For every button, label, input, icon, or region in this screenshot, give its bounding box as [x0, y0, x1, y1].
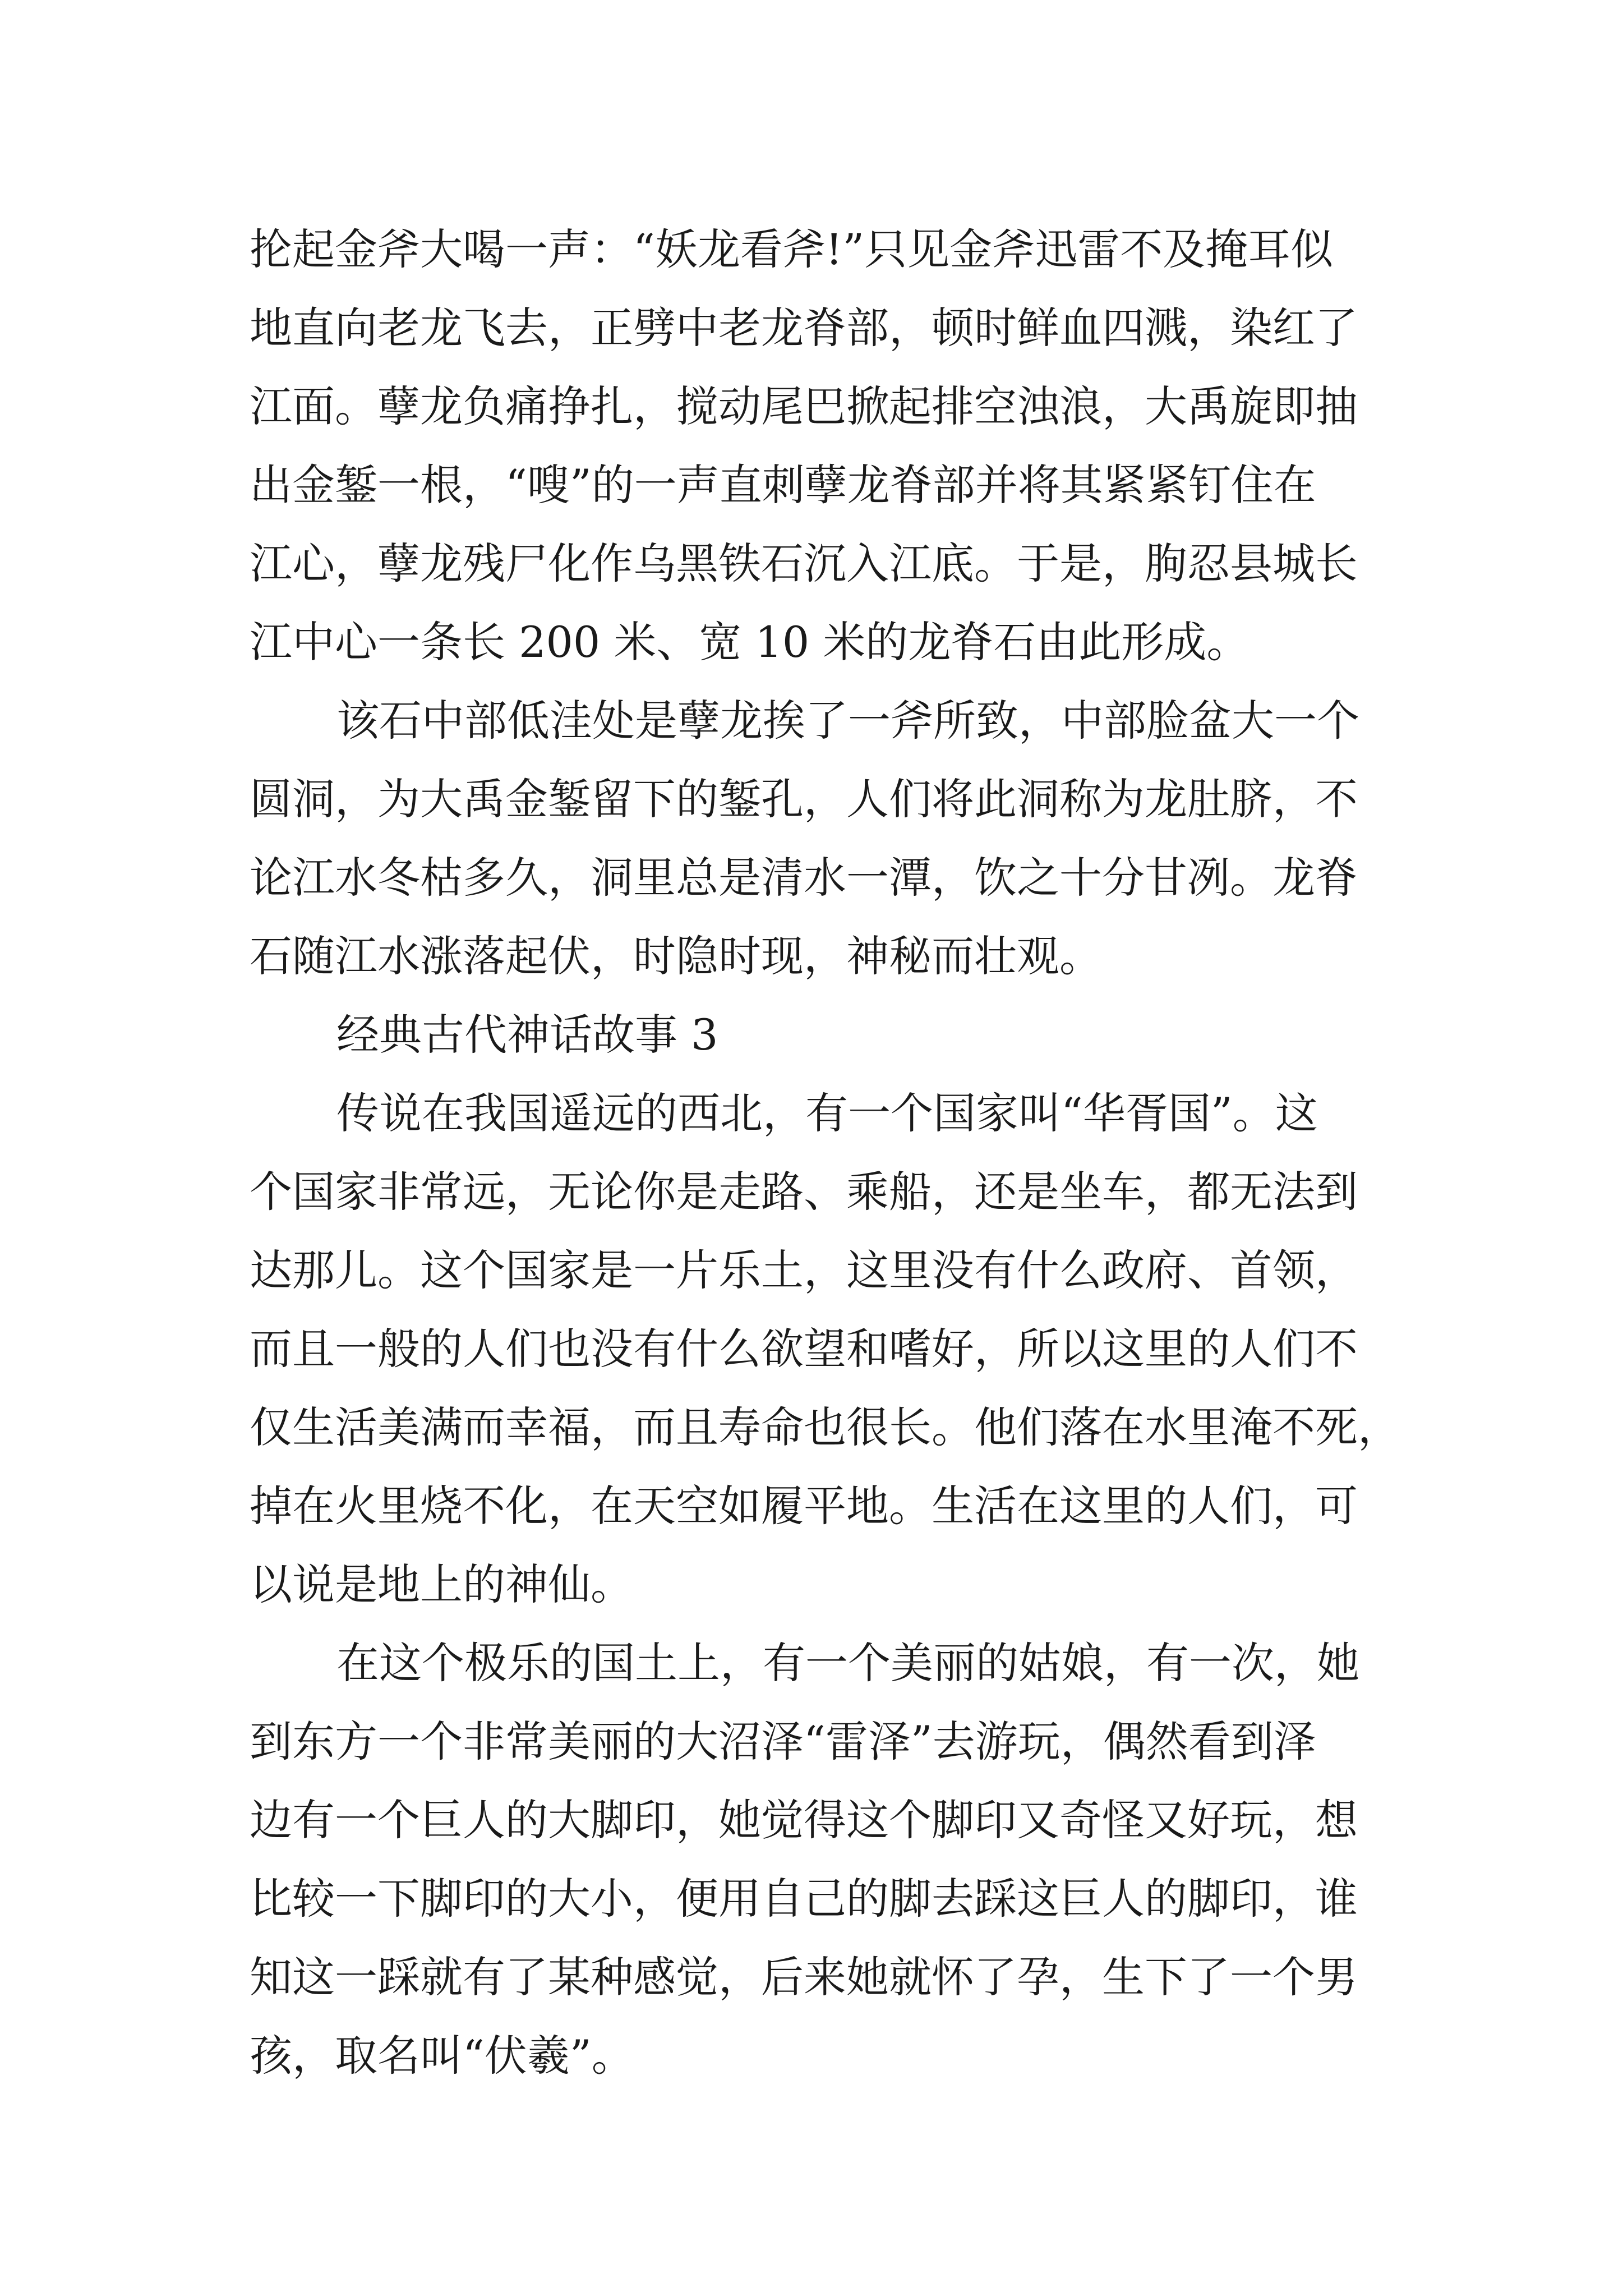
text-line: 知这一踩就有了某种感觉，后来她就怀了孕，生下了一个男 [250, 1952, 1358, 2002]
paragraph-first-line: 传说在我国遥远的西北，有一个国家叫“华胥国”。这 [336, 1088, 1318, 1138]
text-line: 地直向老龙飞去，正劈中老龙脊部，顿时鲜血四溅，染红了 [250, 303, 1358, 353]
text-line: 比较一下脚印的大小，便用自己的脚去踩这巨人的脚印，谁 [250, 1874, 1358, 1924]
text-line: 出金錾一根，“嗖”的一声直刺孽龙脊部并将其紧紧钉住在 [250, 460, 1316, 510]
text-line: 论江水冬枯多久，洞里总是清水一潭，饮之十分甘冽。龙脊 [250, 853, 1358, 903]
text-line: 到东方一个非常美丽的大沼泽“雷泽”去游玩，偶然看到泽 [250, 1717, 1316, 1766]
text-line: 而且一般的人们也没有什么欲望和嗜好，所以这里的人们不 [250, 1324, 1358, 1374]
text-line: 江中心一条长 200 米、宽 10 米的龙脊石由此形成。 [250, 617, 1249, 667]
text-line: 掉在火里烧不化，在天空如履平地。生活在这里的人们，可 [250, 1481, 1358, 1531]
text-line: 圆洞，为大禹金錾留下的錾孔，人们将此洞称为龙肚脐，不 [250, 774, 1358, 824]
text-line: 抡起金斧大喝一声：“妖龙看斧!”只见金斧迅雷不及掩耳似 [250, 224, 1334, 274]
text-line: 石随江水涨落起伏，时隐时现，神秘而壮观。 [250, 931, 1102, 981]
text-line: 个国家非常远，无论你是走路、乘船，还是坐车，都无法到 [250, 1167, 1358, 1217]
text-line: 孩，取名叫“伏羲”。 [250, 2031, 634, 2081]
text-line: 边有一个巨人的大脚印，她觉得这个脚印又奇怪又好玩，想 [250, 1795, 1358, 1845]
section-heading: 经典古代神话故事 3 [336, 1010, 718, 1060]
text-line: 江心，孽龙残尸化作乌黑铁石沉入江底。于是，朐忍县城长 [250, 539, 1358, 588]
text-line: 达那儿。这个国家是一片乐土，这里没有什么政府、首领， [250, 1245, 1358, 1295]
text-line: 仅生活美满而幸福，而且寿命也很长。他们落在水里淹不死， [250, 1402, 1400, 1452]
text-line: 江面。孽龙负痛挣扎，搅动尾巴掀起排空浊浪，大禹旋即抽 [250, 381, 1358, 431]
paragraph-first-line: 该石中部低洼处是孽龙挨了一斧所致，中部脸盆大一个 [336, 696, 1359, 746]
text-line: 以说是地上的神仙。 [250, 1559, 633, 1609]
paragraph-first-line: 在这个极乐的国土上，有一个美丽的姑娘，有一次，她 [336, 1638, 1359, 1688]
